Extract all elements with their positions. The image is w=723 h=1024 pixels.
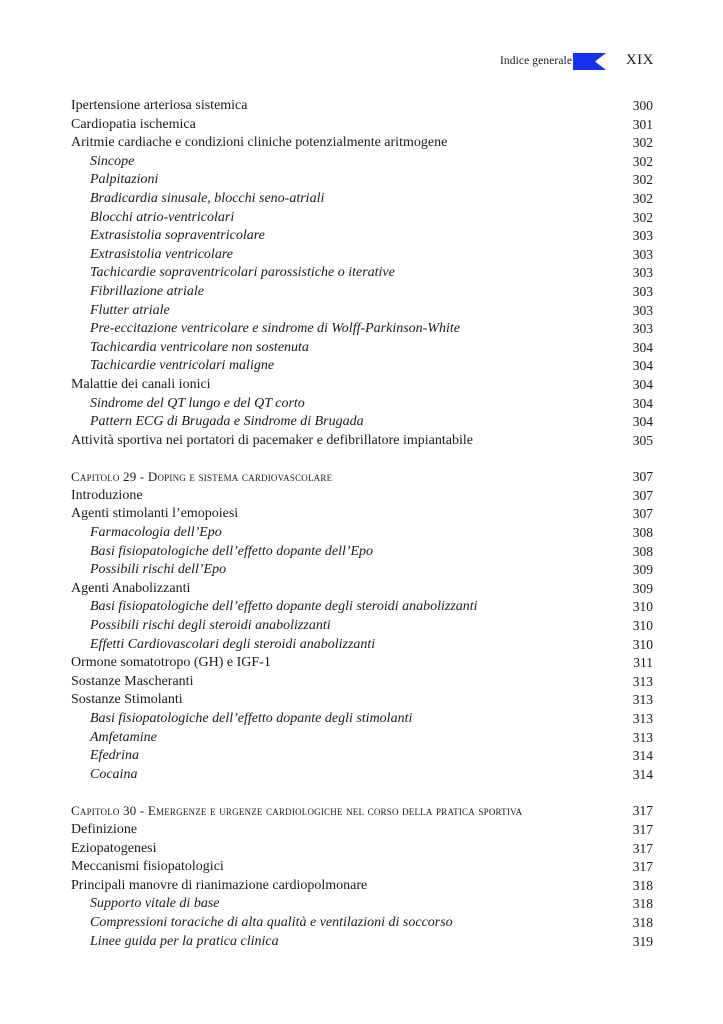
toc-entry-title: Attività sportiva nei portatori di pacemaker e defibrillatore impiantabile xyxy=(71,432,473,448)
toc-entry xyxy=(71,97,653,116)
toc-subentry xyxy=(71,747,653,766)
toc-entry-page: 308 xyxy=(632,525,653,541)
toc-entry-page: 304 xyxy=(632,358,653,374)
toc-entry-page: 313 xyxy=(632,692,653,708)
toc-entry-page: 314 xyxy=(632,766,653,782)
toc-entry-title: Possibili rischi degli steroidi anabolizzanti xyxy=(90,618,331,634)
toc-entry-title: Effetti Cardiovascolari degli steroidi anabolizzanti xyxy=(90,636,376,652)
toc-subentry xyxy=(71,933,653,952)
toc-subentry xyxy=(71,209,653,228)
toc-entry-page: 317 xyxy=(632,803,653,819)
toc-entry-title: Compressioni toraciche di alta qualità e ventilazioni di soccorso xyxy=(90,914,453,930)
running-header-title: Indice generale xyxy=(500,55,573,67)
toc-entry-page: 310 xyxy=(632,618,653,634)
toc-entry-page: 313 xyxy=(632,673,653,689)
toc-entry xyxy=(71,654,653,673)
toc-entry xyxy=(71,877,653,896)
toc-entry-title: Capitolo 30 - Emergenze e urgenze cardiologiche nel corso della pratica sportiva xyxy=(71,803,523,819)
toc-entry-title: Fibrillazione atriale xyxy=(90,283,204,299)
toc-entry xyxy=(71,691,653,710)
toc-entry-page: 318 xyxy=(632,877,653,893)
toc-entry-title: Efedrina xyxy=(90,748,139,764)
toc-entry xyxy=(71,858,653,877)
toc-entry-title: Ormone somatotropo (GH) e IGF-1 xyxy=(71,655,271,671)
toc-subentry xyxy=(71,227,653,246)
toc-subentry xyxy=(71,171,653,190)
toc-subentry xyxy=(71,895,653,914)
toc-entry-title: Possibili rischi dell’Epo xyxy=(90,562,227,578)
toc-entry-title: Meccanismi fisiopatologici xyxy=(71,859,224,875)
section-gap xyxy=(71,784,653,802)
toc-subentry xyxy=(71,264,653,283)
toc-entry-page: 302 xyxy=(632,190,653,206)
toc-entry-title: Sincope xyxy=(90,153,135,169)
toc-entry-page: 303 xyxy=(632,228,653,244)
toc-chapter-heading xyxy=(71,468,653,487)
toc-entry-title: Pre-eccitazione ventricolare e sindrome di Wolff-Parkinson-White xyxy=(90,321,461,337)
toc-entry-title: Cardiopatia ischemica xyxy=(71,116,196,132)
toc-entry-title: Ipertensione arteriosa sistemica xyxy=(71,98,248,113)
toc-entry-title: Basi fisiopatologiche dell’effetto dopante degli stimolanti xyxy=(90,711,413,726)
toc-entry-title: Definizione xyxy=(71,821,138,837)
toc-entry xyxy=(71,821,653,840)
toc-entry-page: 319 xyxy=(632,933,653,949)
toc-entry-page: 303 xyxy=(632,321,653,337)
toc-entry-page: 309 xyxy=(632,562,653,578)
toc-entry-title: Bradicardia sinusale, blocchi seno-atriali xyxy=(90,190,325,206)
toc-entry-title: Tachicardie sopraventricolari parossistiche o iterative xyxy=(90,265,395,281)
toc-subentry xyxy=(71,524,653,543)
toc-entry-page: 304 xyxy=(632,395,653,411)
toc-entry-page: 302 xyxy=(632,209,653,225)
toc-entry-title: Eziopatogenesi xyxy=(71,840,157,856)
toc-subentry xyxy=(71,766,653,785)
toc-entry-title: Basi fisiopatologiche dell’effetto dopante dell’Epo xyxy=(90,543,374,559)
running-header xyxy=(500,52,660,72)
toc-entry-page: 304 xyxy=(632,414,653,430)
toc-subentry xyxy=(71,395,653,414)
toc-entry-title: Linee guida per la pratica clinica xyxy=(90,933,279,949)
toc-entry-page: 302 xyxy=(632,135,653,151)
toc-entry-title: Introduzione xyxy=(71,487,143,503)
toc-entry-title: Capitolo 29 - Doping e sistema cardiovascolare xyxy=(71,469,333,485)
toc-subentry xyxy=(71,543,653,562)
toc-entry-page: 302 xyxy=(632,153,653,169)
toc-subentry xyxy=(71,561,653,580)
toc-chapter-heading xyxy=(71,802,653,821)
toc-entry xyxy=(71,376,653,395)
toc-entry-title: Tachicardie ventricolari maligne xyxy=(90,358,275,374)
toc-entry-page: 310 xyxy=(632,636,653,652)
toc-entry-title: Malattie dei canali ionici xyxy=(71,376,211,392)
toc-entry-page: 307 xyxy=(632,487,653,503)
toc-entry xyxy=(71,505,653,524)
toc-entry-title: Cocaina xyxy=(90,766,138,782)
toc-entry-title: Tachicardia ventricolare non sostenuta xyxy=(90,339,309,355)
toc-entry-page: 302 xyxy=(632,172,653,188)
toc-entry-page: 307 xyxy=(632,506,653,522)
toc-entry xyxy=(71,432,653,451)
toc-entry-page: 304 xyxy=(632,376,653,392)
toc-subentry xyxy=(71,320,653,339)
toc-subentry xyxy=(71,413,653,432)
toc-entry-page: 304 xyxy=(632,339,653,355)
toc-subentry xyxy=(71,914,653,933)
toc-entry-page: 317 xyxy=(632,821,653,837)
toc-entry-page: 311 xyxy=(633,655,653,671)
toc-entry xyxy=(71,580,653,599)
toc-entry xyxy=(71,134,653,153)
toc-entry xyxy=(71,673,653,692)
toc-subentry xyxy=(71,729,653,748)
toc-subentry xyxy=(71,339,653,358)
toc-subentry xyxy=(71,357,653,376)
toc-entry-title: Principali manovre di rianimazione cardiopolmonare xyxy=(71,877,368,893)
toc-entry-title: Extrasistolia sopraventricolare xyxy=(90,228,265,244)
toc-entry-title: Aritmie cardiache e condizioni cliniche potenzialmente aritmogene xyxy=(71,135,448,151)
toc-subentry xyxy=(71,617,653,636)
toc-subentry xyxy=(71,153,653,172)
toc-subentry xyxy=(71,190,653,209)
toc-entry-title: Farmacologia dell’Epo xyxy=(90,525,222,541)
toc-subentry xyxy=(71,710,653,729)
toc-entry-page: 313 xyxy=(632,711,653,726)
toc-entry-title: Supporto vitale di base xyxy=(90,896,220,912)
toc-entry-page: 318 xyxy=(632,896,653,912)
toc-entry-page: 301 xyxy=(632,116,653,132)
toc-subentry xyxy=(71,283,653,302)
toc-entry-title: Agenti Anabolizzanti xyxy=(71,580,191,596)
toc-entry-title: Blocchi atrio-ventricolari xyxy=(90,209,235,225)
toc-entry-page: 303 xyxy=(632,265,653,281)
toc-subentry xyxy=(71,246,653,265)
toc-entry-title: Agenti stimolanti l’emopoiesi xyxy=(71,506,239,522)
toc-entry-title: Basi fisiopatologiche dell’effetto dopante degli steroidi anabolizzanti xyxy=(90,599,478,615)
toc-entry xyxy=(71,116,653,135)
toc-entry-page: 303 xyxy=(632,283,653,299)
toc-entry-page: 305 xyxy=(632,432,653,448)
toc-entry-title: Extrasistolia ventricolare xyxy=(90,246,233,262)
blue-flag-icon xyxy=(573,53,606,70)
toc-subentry xyxy=(71,302,653,321)
toc-entry-title: Palpitazioni xyxy=(90,172,159,188)
toc-entry-title: Amfetamine xyxy=(90,729,157,745)
toc-entry-title: Flutter atriale xyxy=(90,302,170,318)
toc-entry-page: 310 xyxy=(632,599,653,615)
toc-entry-page: 313 xyxy=(632,729,653,745)
toc-entry-title: Pattern ECG di Brugada e Sindrome di Brugada xyxy=(90,414,364,430)
toc-entry-title: Sostanze Mascheranti xyxy=(71,673,194,689)
section-gap xyxy=(71,450,653,468)
toc-entry-page: 303 xyxy=(632,246,653,262)
toc-entry-page: 309 xyxy=(632,580,653,596)
toc-entry-page: 318 xyxy=(632,914,653,930)
toc-entry-page: 317 xyxy=(632,840,653,856)
toc-subentry xyxy=(71,598,653,617)
toc-entry xyxy=(71,840,653,859)
toc-subentry xyxy=(71,636,653,655)
toc-entry xyxy=(71,487,653,506)
toc-entry-title: Sostanze Stimolanti xyxy=(71,692,183,708)
page-number: XIX xyxy=(625,52,654,68)
toc-entry-page: 303 xyxy=(632,302,653,318)
toc-entry-page: 307 xyxy=(632,469,653,485)
table-of-contents xyxy=(71,97,653,951)
toc-entry-title: Sindrome del QT lungo e del QT corto xyxy=(90,395,305,411)
toc-entry-page: 300 xyxy=(632,98,653,113)
toc-entry-page: 314 xyxy=(632,748,653,764)
toc-entry-page: 308 xyxy=(632,543,653,559)
toc-entry-page: 317 xyxy=(632,859,653,875)
